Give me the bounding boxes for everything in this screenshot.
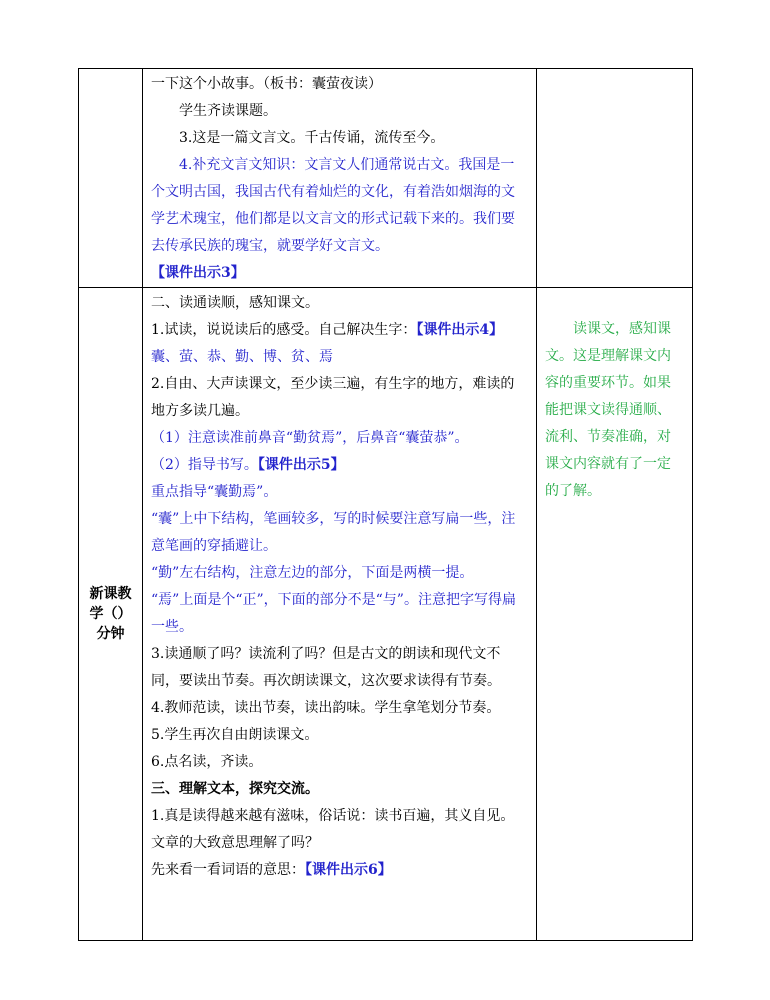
lesson-line-text: 1.真是读得越来越有滋味，俗话说：读书百遍，其义自见。文章的大致意思理解了吗？ bbox=[151, 808, 515, 851]
lesson-line bbox=[151, 98, 528, 125]
lesson-line bbox=[151, 71, 528, 98]
content-body bbox=[143, 69, 536, 287]
lesson-line-text: 二、读通读顺，感知课文。 bbox=[151, 295, 319, 311]
lesson-line-text: 4.教师范读，读出节奏，读出韵味。学生拿笔划分节奏。 bbox=[151, 700, 501, 716]
lesson-line bbox=[151, 587, 528, 641]
lesson-line-text: 3.读通顺了吗？读流利了吗？但是古文的朗读和现代文不同，要读出节奏。再次朗读课文，这次要求读得有节奏。 bbox=[151, 646, 501, 689]
lesson-line bbox=[151, 722, 528, 749]
courseware-tag: 【课件出示4】 bbox=[416, 322, 504, 338]
lesson-line bbox=[151, 506, 528, 560]
lesson-line-text: “囊”上中下结构，笔画较多，写的时候要注意写扁一些，注意笔画的穿插避让。 bbox=[151, 511, 516, 554]
table-row bbox=[79, 288, 693, 941]
design-intent-notes bbox=[537, 288, 692, 505]
lesson-line bbox=[151, 125, 528, 152]
lesson-line bbox=[151, 803, 528, 857]
lesson-line-text: “勤”左右结构，注意左边的部分，下面是两横一提。 bbox=[151, 565, 474, 581]
lesson-line bbox=[151, 260, 528, 287]
table-row bbox=[79, 69, 693, 288]
lesson-line bbox=[151, 560, 528, 587]
notes-cell bbox=[537, 288, 693, 941]
lesson-line-text: （2）指导书写。 bbox=[151, 457, 258, 473]
lesson-line bbox=[151, 749, 528, 776]
lesson-line-text: 4.补充文言文知识：文言文人们通常说古文。我国是一个文明古国，我国古代有着灿烂的文化，有着浩如烟海的文学艺术瑰宝，他们都是以文言文的形式记载下来的。我们要去传承民族的瑰宝，就要学好文言文。 bbox=[151, 157, 515, 254]
lesson-line bbox=[151, 425, 528, 452]
notes-text: 读课文，感知课文。这是理解课文内容的重要环节。如果能把课文读得通顺、流利、节奏准确，对课文内容就有了一定的了解。 bbox=[545, 321, 671, 499]
lesson-line-text: 三、理解文本，探究交流。 bbox=[151, 781, 319, 797]
lesson-line-text: 学生齐读课题。 bbox=[179, 103, 277, 119]
stage-label-cell bbox=[79, 69, 143, 288]
lesson-line-text: 囊、萤、恭、勤、博、贫、焉 bbox=[151, 349, 333, 365]
lesson-line-text: 【课件出示3】 bbox=[151, 265, 245, 281]
courseware-tag: 【课件出示5】 bbox=[257, 457, 345, 473]
lesson-line-text: 6.点名读，齐读。 bbox=[151, 754, 263, 770]
lesson-line bbox=[151, 344, 528, 371]
lesson-line bbox=[151, 290, 528, 317]
lesson-line bbox=[151, 479, 528, 506]
lesson-line-text: 一下这个小故事。（板书：囊萤夜读） bbox=[151, 76, 382, 92]
content-body bbox=[143, 288, 536, 884]
lesson-plan-table bbox=[78, 68, 693, 941]
lesson-line-text: 先来看一看词语的意思： bbox=[151, 862, 305, 878]
lesson-line bbox=[151, 452, 528, 479]
courseware-tag: 【课件出示6】 bbox=[305, 862, 392, 878]
lesson-line-text: 3.这是一篇文言文。千古传诵，流传至今。 bbox=[179, 130, 445, 146]
lesson-line bbox=[151, 857, 528, 884]
lesson-line bbox=[151, 152, 528, 260]
lesson-line-text: （1）注意读准前鼻音“勤贫焉”，后鼻音“囊萤恭”。 bbox=[151, 430, 469, 446]
lesson-line-text: 2.自由、大声读课文，至少读三遍，有生字的地方，难读的地方多读几遍。 bbox=[151, 376, 515, 419]
stage-label-cell bbox=[79, 288, 143, 941]
stage-label: 新课教学（）分钟 bbox=[89, 586, 132, 642]
content-cell bbox=[143, 69, 537, 288]
lesson-line-text: “焉”上面是个“正”，下面的部分不是“与”。注意把字写得扁一些。 bbox=[151, 592, 516, 635]
content-cell bbox=[143, 288, 537, 941]
lesson-line-text: 重点指导“囊勤焉”。 bbox=[151, 484, 278, 500]
lesson-line bbox=[151, 776, 528, 803]
lesson-line bbox=[151, 695, 528, 722]
lesson-line bbox=[151, 641, 528, 695]
lesson-line bbox=[151, 371, 528, 425]
lesson-line-text: 1.试读，说说读后的感受。自己解决生字： bbox=[151, 322, 417, 338]
lesson-line-text: 5.学生再次自由朗读课文。 bbox=[151, 727, 319, 743]
lesson-line bbox=[151, 317, 528, 344]
notes-cell bbox=[537, 69, 693, 288]
